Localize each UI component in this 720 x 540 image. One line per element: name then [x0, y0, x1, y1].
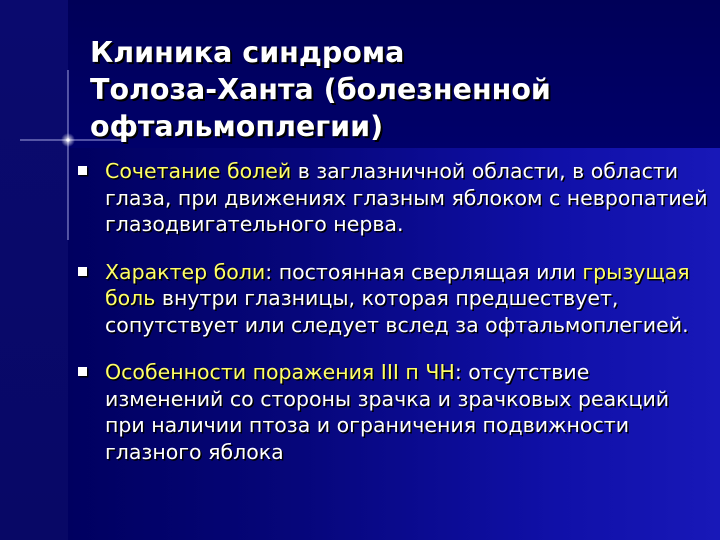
bullet-text: : постоянная сверлящая или: [265, 259, 583, 284]
bullet-text: внутри глазницы, которая предшествует, сопутствует или следует вслед за офтальмоплегией.: [105, 286, 689, 337]
bullet-item: [76, 359, 708, 465]
bullet-highlight: Характер боли: [105, 259, 266, 284]
bullet-highlight: Сочетание болей: [105, 159, 292, 183]
bullet-text: : отсутствие изменений со стороны зрачка и зрачковых реакций при наличии птоза и ограничения подвижности глазного яблока: [105, 360, 670, 464]
bullet-item: [76, 158, 708, 238]
square-bullet-icon: [78, 267, 87, 276]
slide-title: Клиника синдрома Толоза-Ханта (болезненной офтальмоплегии): [90, 36, 551, 143]
bullet-list: [76, 158, 708, 486]
square-bullet-icon: [78, 367, 87, 376]
bullet-highlight: Особенности поражения III п ЧН: [105, 360, 455, 384]
square-bullet-icon: [78, 166, 87, 175]
bullet-highlight: грызущая боль: [105, 259, 690, 310]
bullet-item: [76, 259, 708, 339]
bullet-text: в заглазничной области, в области глаза, при движениях глазным яблоком с невропатией глазодвигательного нерва.: [105, 159, 708, 236]
